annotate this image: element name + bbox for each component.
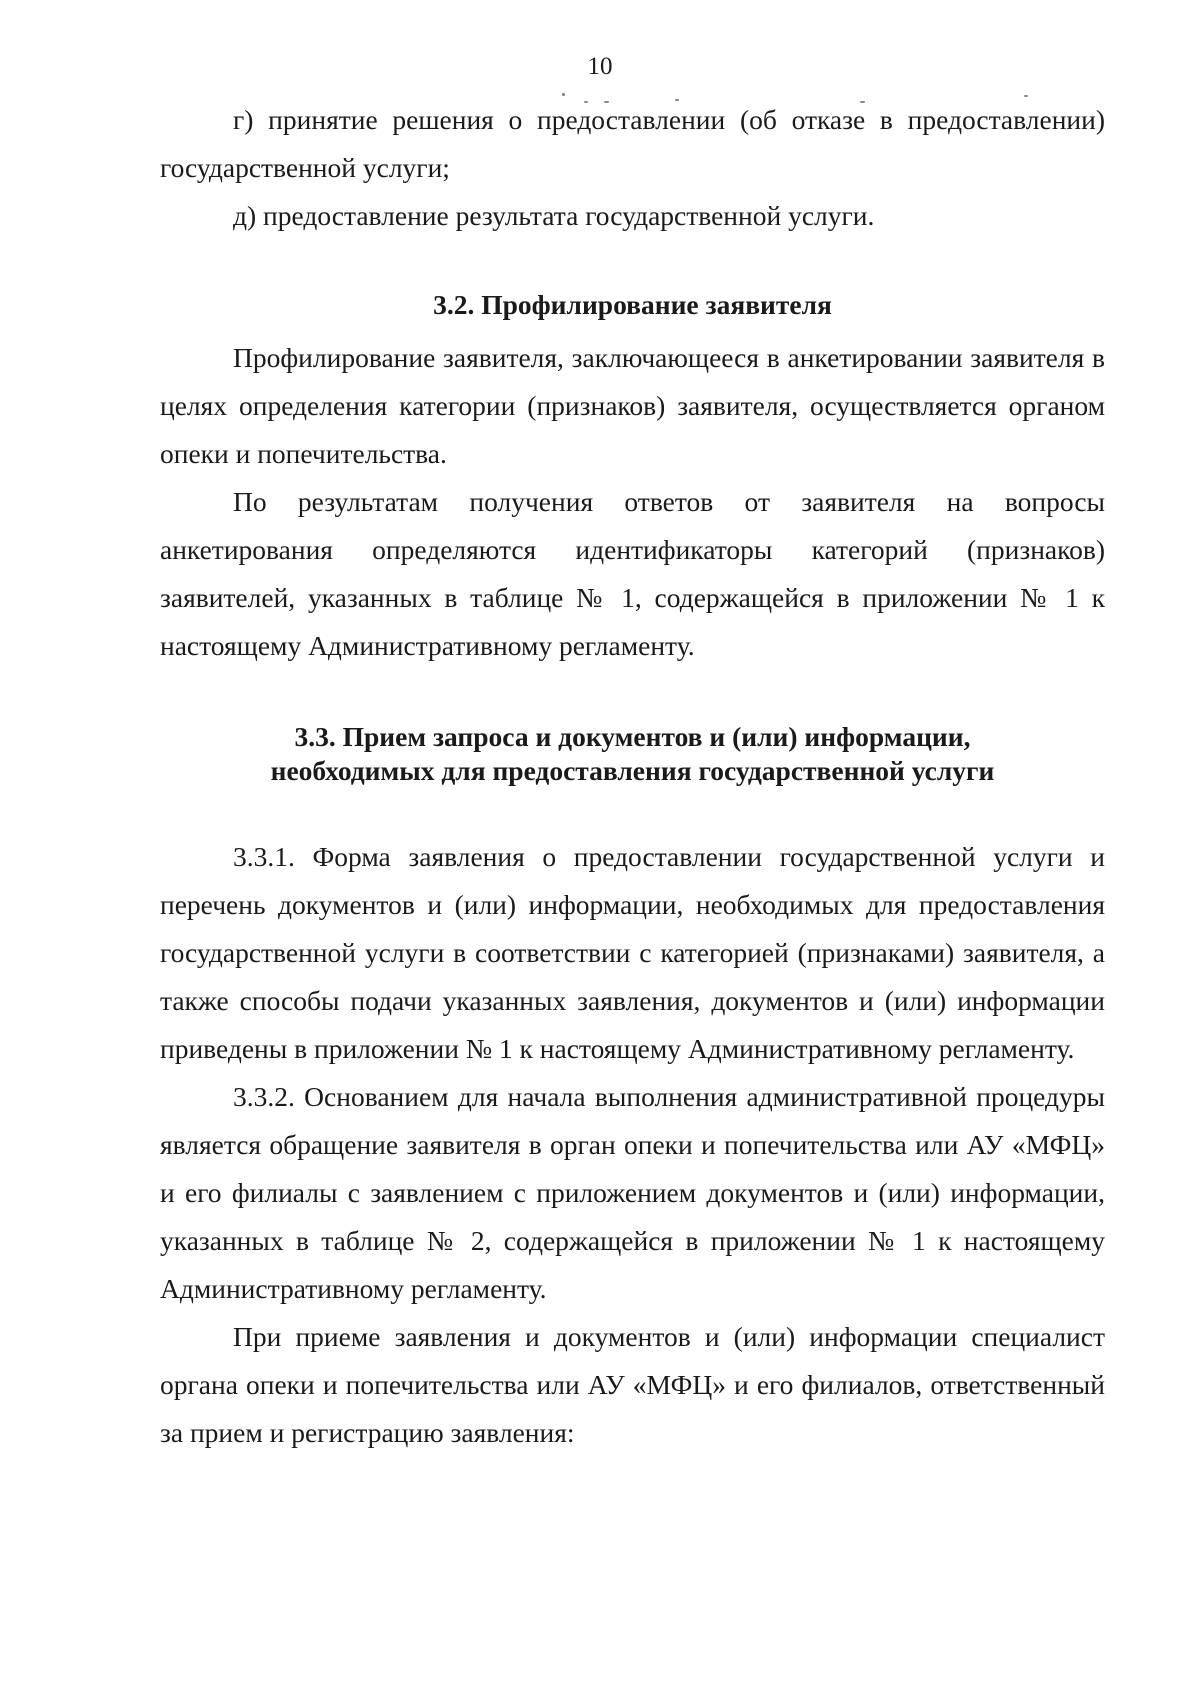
document-body xyxy=(160,96,1105,1457)
paragraph-profiling: Профилирование заявителя, заключающееся в анкетировании заявителя в целях определения категории (признаков) заявителя, осуществляется органом опеки и попечительства. xyxy=(160,342,1105,469)
page-number: 10 xyxy=(587,53,613,80)
paragraph-reception: При приеме заявления и документов и (или) информации специалист органа опеки и попечительства или АУ «МФЦ» и его филиалов, ответственный за прием и регистрацию заявления: xyxy=(160,1321,1105,1448)
paragraph-3-3-2: 3.3.2. Основанием для начала выполнения административной процедуры является обращение заявителя в орган опеки и попечительства или АУ «МФЦ» и его филиалы с заявлением с приложением документов и (или) информации, указанных в таблице № 2, содержащейся в приложении № 1 к настоящему Административному регламенту. xyxy=(160,1081,1105,1304)
section-heading-3-3-line-1: 3.3. Прием запроса и документов и (или) информации, xyxy=(294,721,971,752)
section-heading-3-3-line-2: необходимых для предоставления государственной услуги xyxy=(270,755,995,786)
paragraph-item-g: г) принятие решения о предоставлении (об отказе в предоставлении) государственной услуги; xyxy=(160,104,1105,183)
paragraph-questionnaire-results: По результатам получения ответов от заявителя на вопросы анкетирования определяются идентификаторы категорий (признаков) заявителей, указанных в таблице № 1, содержащейся в приложении № 1 к настоящему Административному регламенту. xyxy=(160,486,1105,661)
section-heading-3-3 xyxy=(160,720,1105,788)
paragraph-item-d: д) предоставление результата государственной услуги. xyxy=(233,200,875,231)
section-heading-3-2: 3.2. Профилирование заявителя xyxy=(433,289,832,320)
paragraph-3-3-1: 3.3.1. Форма заявления о предоставлении государственной услуги и перечень документов и (или) информации, необходимых для предоставления государственной услуги в соответствии с категорией (признаками) заявителя, а также способы подачи указанных заявления, документов и (или) информации приведены в приложении № 1 к настоящему Административному регламенту. xyxy=(160,841,1105,1064)
